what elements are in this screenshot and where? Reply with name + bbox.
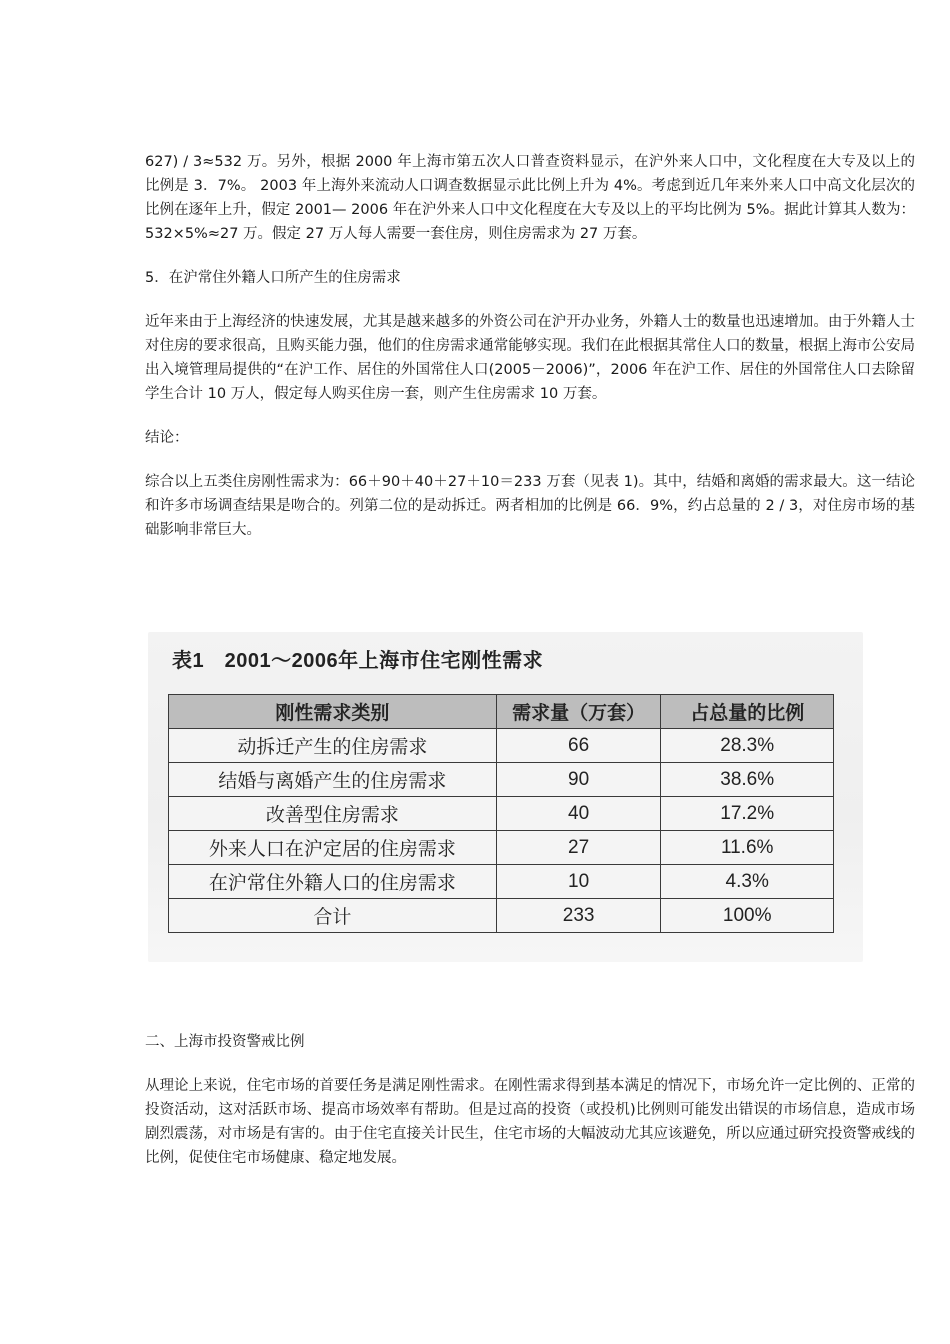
table-header-share: 占总量的比例 bbox=[661, 695, 834, 729]
table-cell-category: 动拆迁产生的住房需求 bbox=[169, 729, 497, 763]
document-body-bottom bbox=[145, 1030, 915, 1170]
table-cell-demand: 233 bbox=[496, 899, 661, 933]
table-row bbox=[169, 865, 834, 899]
table-cell-category: 在沪常住外籍人口的住房需求 bbox=[169, 865, 497, 899]
table-cell-share: 28.3% bbox=[661, 729, 834, 763]
table-header-row bbox=[169, 695, 834, 729]
housing-demand-table bbox=[168, 694, 834, 933]
table-cell-share: 100% bbox=[661, 899, 834, 933]
section-heading-investment-warning: 二、上海市投资警戒比例 bbox=[145, 1034, 305, 1050]
table-header-category: 刚性需求类别 bbox=[169, 695, 497, 729]
document-body-top bbox=[145, 150, 915, 542]
table-cell-share: 4.3% bbox=[661, 865, 834, 899]
table-row bbox=[169, 729, 834, 763]
table-row bbox=[169, 763, 834, 797]
table-cell-category: 外来人口在沪定居的住房需求 bbox=[169, 831, 497, 865]
table-cell-share: 11.6% bbox=[661, 831, 834, 865]
table-cell-category: 合计 bbox=[169, 899, 497, 933]
table-cell-share: 38.6% bbox=[661, 763, 834, 797]
section-heading-foreign-residents: 5．在沪常住外籍人口所产生的住房需求 bbox=[145, 270, 401, 286]
paragraph-migrant-education: 627) / 3≈532 万。另外，根据 2000 年上海市第五次人口普查资料显示，在沪外来人口中，文化程度在大专及以上的比例是 3．7%。 2003 年上海外来流动人口调查数据显示此比例上升为 4%。考虑到近几年来外来人口中高文化层次的比例在逐年上升，假定 2001— 2006 年在沪外来人口中文化程度在大专及以上的平均比例为 5%。据此计算其人数为：532×5%≈27 万。假定 27 万人每人需要一套住房，则住房需求为 27 万套。 bbox=[145, 154, 915, 242]
table-title: 表1 2001～2006年上海市住宅刚性需求 bbox=[172, 650, 544, 672]
paragraph-conclusion: 综合以上五类住房刚性需求为：66＋90＋40＋27＋10＝233 万套（见表 1)。其中，结婚和离婚的需求最大。这一结论和许多市场调查结果是吻合的。列第二位的是动拆迁。两者相加的比例是 66．9%，约占总量的 2 / 3，对住房市场的基础影响非常巨大。 bbox=[145, 474, 915, 538]
table-header-demand: 需求量（万套） bbox=[496, 695, 661, 729]
table-row bbox=[169, 831, 834, 865]
conclusion-label: 结论： bbox=[145, 430, 189, 446]
table-cell-demand: 10 bbox=[496, 865, 661, 899]
paragraph-foreign-residents: 近年来由于上海经济的快速发展，尤其是越来越多的外资公司在沪开办业务，外籍人士的数量也迅速增加。由于外籍人士对住房的要求很高，且购买能力强，他们的住房需求通常能够实现。我们在此根据其常住人口的数量，根据上海市公安局出入境管理局提供的“在沪工作、居住的外国常住人口(2005－2006)”，2006 年在沪工作、居住的外国常住人口去除留学生合计 10 万人，假定每人购买住房一套，则产生住房需求 10 万套。 bbox=[145, 314, 915, 402]
table-cell-demand: 27 bbox=[496, 831, 661, 865]
table-total-row bbox=[169, 899, 834, 933]
table-cell-demand: 40 bbox=[496, 797, 661, 831]
table-cell-category: 结婚与离婚产生的住房需求 bbox=[169, 763, 497, 797]
table-cell-category: 改善型住房需求 bbox=[169, 797, 497, 831]
table-figure bbox=[148, 632, 863, 962]
table-cell-share: 17.2% bbox=[661, 797, 834, 831]
table-row bbox=[169, 797, 834, 831]
table-cell-demand: 90 bbox=[496, 763, 661, 797]
paragraph-investment-warning: 从理论上来说，住宅市场的首要任务是满足刚性需求。在刚性需求得到基本满足的情况下，市场允许一定比例的、正常的投资活动，这对活跃市场、提高市场效率有帮助。但是过高的投资（或投机)比例则可能发出错误的市场信息，造成市场剧烈震荡，对市场是有害的。由于住宅直接关计民生，住宅市场的大幅波动尤其应该避免，所以应通过研究投资警戒线的比例，促使住宅市场健康、稳定地发展。 bbox=[145, 1078, 915, 1166]
table-cell-demand: 66 bbox=[496, 729, 661, 763]
